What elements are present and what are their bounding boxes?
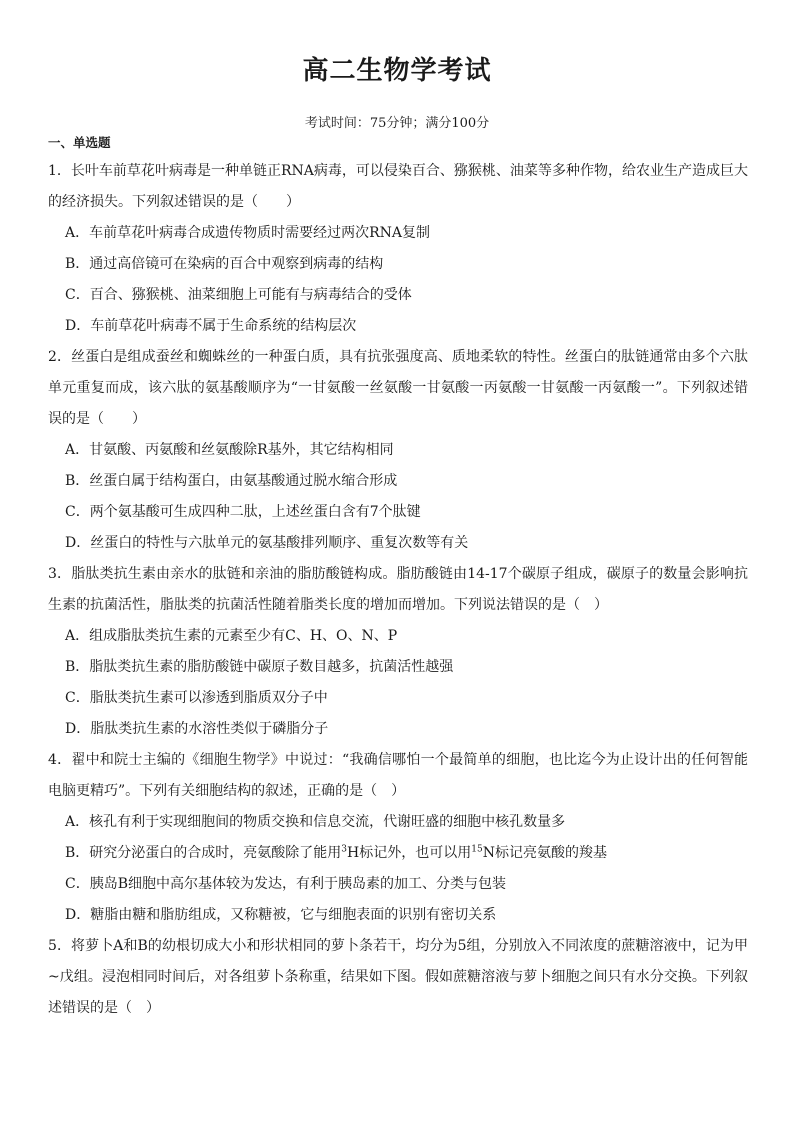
option-c: C．百合、猕猴桃、油菜细胞上可能有与病毒结合的受体 bbox=[65, 287, 412, 303]
option-c: C．胰岛B细胞中高尔基体较为发达，有利于胰岛素的加工、分类与包装 bbox=[65, 876, 506, 892]
option-b bbox=[48, 838, 748, 869]
option-b: B．通过高倍镜可在染病的百合中观察到病毒的结构 bbox=[65, 256, 384, 272]
question-3 bbox=[48, 559, 748, 745]
option-a: A．组成脂肽类抗生素的元素至少有C、H、O、N、P bbox=[65, 628, 398, 644]
option-c: C．两个氨基酸可生成四种二肽，上述丝蛋白含有7个肽键 bbox=[65, 504, 421, 520]
option-b: B．丝蛋白属于结构蛋白，由氨基酸通过脱水缩合形成 bbox=[65, 473, 398, 489]
question-stem: 4．翟中和院士主编的《细胞生物学》中说过：“我确信哪怕一个最简单的细胞，也比迄今为止设计出的任何智能电脑更精巧”。下列有关细胞结构的叙述，正确的是（ ） bbox=[48, 752, 748, 799]
question-2 bbox=[48, 342, 748, 559]
option-b: B．脂肽类抗生素的脂肪酸链中碳原子数目越多，抗菌活性越强 bbox=[65, 659, 454, 675]
question-4 bbox=[48, 745, 748, 931]
section-heading: 一、单选题 bbox=[48, 135, 111, 150]
option-d: D．丝蛋白的特性与六肽单元的氨基酸排列顺序、重复次数等有关 bbox=[65, 535, 469, 551]
option-a: A．核孔有利于实现细胞间的物质交换和信息交流，代谢旺盛的细胞中核孔数量多 bbox=[65, 814, 566, 830]
option-d: D．糖脂由糖和脂肪组成，又称糖被，它与细胞表面的识别有密切关系 bbox=[65, 907, 497, 923]
option-b-text-2: H标记外，也可以用 bbox=[347, 845, 472, 861]
question-stem: 1．长叶车前草花叶病毒是一种单链正RNA病毒，可以侵染百合、猕猴桃、油菜等多种作物，给农业生产造成巨大的经济损失。下列叙述错误的是（ ） bbox=[48, 163, 748, 210]
option-a: A．车前草花叶病毒合成遗传物质时需要经过两次RNA复制 bbox=[65, 225, 431, 241]
question-stem: 3．脂肽类抗生素由亲水的肽链和亲油的脂肪酸链构成。脂肪酸链由14-17个碳原子组成，碳原子的数量会影响抗生素的抗菌活性，脂肽类的抗菌活性随着脂类长度的增加而增加。下列说法错误的是（ ） bbox=[48, 566, 748, 613]
question-5 bbox=[48, 931, 748, 1024]
option-b-text-3: N标记亮氨酸的羧基 bbox=[482, 845, 607, 861]
question-stem: 5．将萝卜A和B的幼根切成大小和形状相同的萝卜条若干，均分为5组，分别放入不同浓度的蔗糖溶液中，记为甲~戊组。浸泡相同时间后，对各组萝卜条称重，结果如下图。假如蔗糖溶液与萝卜细胞之间只有水分交换。下列叙述错误的是（ ） bbox=[48, 938, 748, 1016]
exam-info: 考试时间：75分钟；满分100分 bbox=[304, 116, 490, 131]
isotope-superscript-n: 15 bbox=[471, 844, 483, 855]
option-d: D．脂肽类抗生素的水溶性类似于磷脂分子 bbox=[65, 721, 329, 737]
option-a: A．甘氨酸、丙氨酸和丝氨酸除R基外，其它结构相同 bbox=[65, 442, 394, 458]
page-title: 高二生物学考试 bbox=[302, 56, 492, 86]
question-list bbox=[48, 156, 748, 1024]
question-stem: 2．丝蛋白是组成蚕丝和蜘蛛丝的一种蛋白质，具有抗张强度高、质地柔软的特性。丝蛋白的肽链通常由多个六肽单元重复而成，该六肽的氨基酸顺序为“一甘氨酸一丝氨酸一甘氨酸一丙氨酸一甘氨酸一丙氨酸一”。下列叙述错误的是（ ） bbox=[48, 349, 748, 427]
option-c: C．脂肽类抗生素可以渗透到脂质双分子中 bbox=[65, 690, 328, 706]
option-d: D．车前草花叶病毒不属于生命系统的结构层次 bbox=[65, 318, 357, 334]
option-b-text-1: B．研究分泌蛋白的合成时，亮氨酸除了能用 bbox=[65, 845, 342, 861]
isotope-superscript-h: 3 bbox=[341, 844, 348, 855]
question-1 bbox=[48, 156, 748, 342]
